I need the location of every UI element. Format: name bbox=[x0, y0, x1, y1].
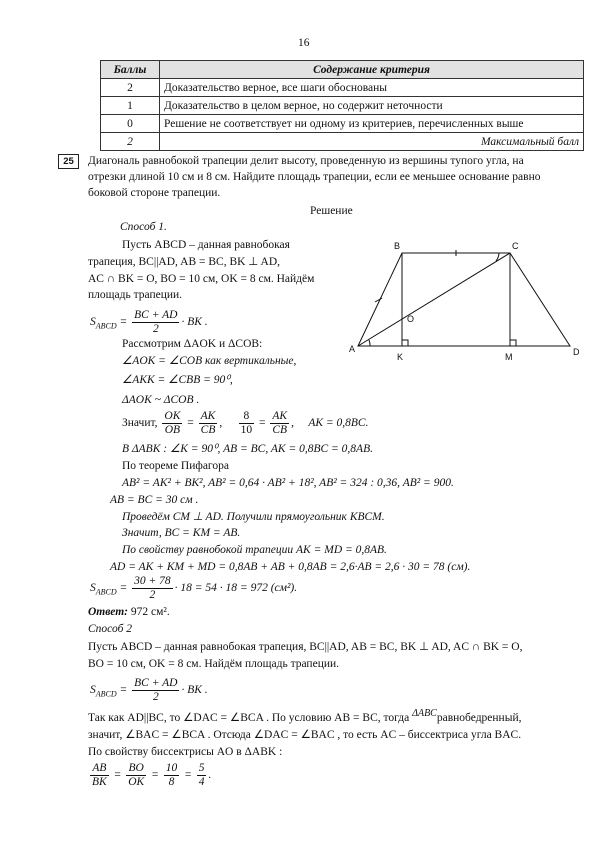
angle-line-2: ∠AKK = ∠CBB = 90⁰, bbox=[122, 374, 233, 386]
frac-den: CB bbox=[200, 423, 216, 436]
consider-line: Рассмотрим ΔAOK и ΔCOB: bbox=[122, 338, 263, 350]
criteria-cell: Доказательство в целом верное, но содержит неточности bbox=[160, 97, 584, 115]
area-lhs: S bbox=[90, 582, 96, 594]
label-b: B bbox=[393, 241, 400, 251]
frac-num: AB bbox=[90, 762, 109, 776]
method1-intro-line: площадь трапеции. bbox=[88, 289, 183, 301]
in-abk-line: В ΔABK : ∠K = 90⁰, AB = BC, AK = 0,8BC = 0,8AB. bbox=[122, 443, 373, 455]
line-a-end: равнобедренный, bbox=[436, 712, 522, 724]
table-row bbox=[101, 133, 584, 151]
method2-title: Способ 2 bbox=[88, 623, 132, 635]
problem-statement-line: Диагональ равнобокой трапеции делит высоту, проведенную из вершины тупого угла, на bbox=[88, 155, 524, 167]
ratio-frac-1 bbox=[162, 410, 182, 437]
max-score-cell: 2 bbox=[101, 133, 160, 151]
method1-intro-line: трапеция, BC||AD, AB = BC, BK ⊥ AD, bbox=[88, 256, 281, 268]
right-angle-m bbox=[510, 340, 516, 346]
pythagoras-equation: AB² = AK² + BK², AB² = 0,64 · AB² + 18², AB² = 324 : 0,36, AB² = 900. bbox=[122, 477, 454, 489]
problem-number: 25 bbox=[58, 154, 79, 169]
triangle-abc: ΔABC bbox=[412, 708, 437, 719]
score-cell: 2 bbox=[101, 79, 160, 97]
frac-num: 8 bbox=[239, 410, 255, 424]
area-formula: $S_{ABCD}$ = $\frac{BC + AD}{2}$ · BK . bbox=[90, 308, 208, 335]
area-lhs: S bbox=[90, 684, 96, 696]
frac-num: BO bbox=[126, 762, 146, 776]
frac-num: 5 bbox=[198, 761, 205, 774]
page-number: 16 bbox=[298, 37, 310, 49]
area-fraction bbox=[132, 309, 179, 336]
frac-den: OK bbox=[128, 775, 145, 788]
table-row bbox=[101, 97, 584, 115]
area-sub: ABCD bbox=[95, 321, 117, 331]
header-criteria: Содержание критерия bbox=[160, 61, 584, 79]
criteria-header-row bbox=[101, 61, 584, 79]
trapezoid-figure bbox=[340, 240, 585, 365]
final-area-formula: $S_{ABCD}$ = $\frac{30 + 78}{2}$ · 18 = 54 · 18 = 972 (см²). bbox=[90, 574, 298, 601]
similar-line: ΔAOK ~ ΔCOB . bbox=[122, 394, 200, 406]
area-sub: ABCD bbox=[95, 689, 117, 699]
frac-num: AK bbox=[272, 409, 288, 422]
ratio-frac-3 bbox=[239, 410, 255, 437]
area-num: BC + AD bbox=[134, 308, 178, 321]
score-cell: 1 bbox=[101, 97, 160, 115]
final-fraction bbox=[132, 575, 173, 602]
bisector-frac-4 bbox=[197, 762, 207, 789]
frac-num: BC + AD bbox=[134, 676, 178, 689]
area-tail: · BK . bbox=[181, 684, 208, 696]
frac-den: CB bbox=[272, 423, 288, 436]
area-lhs: S bbox=[90, 316, 96, 328]
line-a-text: Так как AD||BC, то ∠DAC = ∠BCA . По условию AB = BC, тогда bbox=[88, 712, 410, 724]
frac-num: AK bbox=[200, 409, 216, 422]
method1-title: Способ 1. bbox=[120, 221, 167, 233]
ratio-frac-2 bbox=[199, 410, 218, 437]
label-o: O bbox=[407, 314, 415, 324]
criteria-cell: Решение не соответствует ни одному из критериев, перечисленных выше bbox=[160, 115, 584, 133]
area-tail: · BK . bbox=[181, 316, 208, 328]
frac-den: 2 bbox=[152, 690, 159, 703]
area-fraction bbox=[132, 677, 179, 704]
label-k: K bbox=[397, 352, 404, 362]
ak-result: AK = 0,8BC. bbox=[308, 417, 369, 429]
method2-area-formula: $S_{ABCD}$ = $\frac{BC + AD}{2}$ · BK . bbox=[90, 676, 208, 703]
score-cell: 0 bbox=[101, 115, 160, 133]
frac-den: 10 bbox=[240, 423, 253, 436]
ab-bc-line: AB = BC = 30 см . bbox=[110, 494, 199, 506]
method2-line-a bbox=[88, 708, 522, 726]
problem-statement-line: отрезки длиной 10 см и 8 см. Найдите площадь трапеции, если ее меньшее основание равно bbox=[88, 171, 541, 183]
method2-intro-line: BO = 10 см, OK = 8 см. Найдём площадь трапеции. bbox=[88, 658, 340, 670]
frac-num: OK bbox=[164, 409, 181, 422]
pythagoras-line: По теореме Пифагора bbox=[122, 460, 229, 472]
diagonal-ac bbox=[358, 253, 510, 346]
area-den: 2 bbox=[152, 322, 159, 335]
criteria-cell: Доказательство верное, все шаги обоснованы bbox=[160, 79, 584, 97]
method2-line-b: значит, ∠BAC = ∠BCA . Отсюда ∠DAC = ∠BAC , то есть AC – биссектриса угла BAC. bbox=[88, 729, 522, 741]
table-row bbox=[101, 79, 584, 97]
method1-intro-line: Пусть ABCD – данная равнобокая bbox=[122, 239, 290, 251]
frac-den: 8 bbox=[168, 775, 175, 788]
angle-line-1: ∠AOK = ∠COB как вертикальные, bbox=[122, 355, 297, 367]
angle-arc-a bbox=[369, 340, 370, 346]
right-angle-k bbox=[402, 340, 408, 346]
ratio-frac-4 bbox=[270, 410, 289, 437]
answer-value: 972 см². bbox=[130, 606, 170, 618]
method2-intro-line: Пусть ABCD – данная равнобокая трапеция, BC||AD, AB = BC, BK ⊥ AD, AC ∩ BK = O, bbox=[88, 641, 523, 653]
ratio-line: Значит, $\frac{OK}{OB}$ = $\frac{AK}{CB}$ , $\frac{8}{10}$ = $\frac{AK}{CB}$ , AK = 0,8BC. bbox=[122, 409, 369, 436]
bisector-frac-1 bbox=[90, 762, 109, 789]
final-tail: · 18 = 54 · 18 = 972 (см²). bbox=[174, 582, 298, 594]
frac-den: 4 bbox=[198, 775, 205, 788]
answer-line bbox=[88, 605, 170, 620]
answer-label: Ответ: bbox=[88, 606, 128, 618]
bc-km-line: Значит, BC = KM = AB. bbox=[122, 527, 241, 539]
frac-den: 2 bbox=[149, 588, 156, 601]
frac-num: 30 + 78 bbox=[134, 574, 171, 587]
property-line: По свойству равнобокой трапеции AK = MD = 0,8AB. bbox=[122, 544, 387, 556]
trapezoid-outline bbox=[358, 253, 570, 346]
method1-intro-line: AC ∩ BK = O, BO = 10 см, OK = 8 см. Найдём bbox=[88, 273, 315, 285]
frac-den: BK bbox=[92, 775, 107, 788]
area-sub: ABCD bbox=[95, 587, 117, 597]
criteria-table bbox=[100, 60, 584, 151]
draw-cm-line: Проведём CM ⊥ AD. Получили прямоугольник KBCM. bbox=[122, 511, 385, 523]
hence-word: Значит, bbox=[122, 417, 158, 429]
solution-title: Решение bbox=[310, 205, 353, 217]
bisector-frac-2 bbox=[126, 762, 146, 789]
label-m: M bbox=[505, 352, 513, 362]
bisector-frac-3 bbox=[164, 762, 180, 789]
method2-line-c: По свойству биссектрисы AO в ΔABK : bbox=[88, 746, 283, 758]
tick-ab bbox=[375, 298, 382, 302]
max-score-label: Максимальный балл bbox=[160, 133, 584, 151]
problem-statement-line: боковой стороне трапеции. bbox=[88, 187, 221, 199]
frac-den: OB bbox=[164, 423, 181, 436]
label-c: C bbox=[512, 241, 519, 251]
ad-equation: AD = AK + KM + MD = 0,8AB + AB + 0,8AB = 2,6·AB = 2,6 · 30 = 78 (см). bbox=[110, 561, 471, 573]
frac-num: 10 bbox=[165, 761, 178, 774]
table-row bbox=[101, 115, 584, 133]
label-d: D bbox=[573, 347, 580, 357]
label-a: A bbox=[349, 344, 356, 354]
header-score: Баллы bbox=[101, 61, 160, 79]
bisector-ratio: $\frac{AB}{BK}$ = $\frac{BO}{OK}$ = $\frac{10}{8}$ = $\frac{5}{4}$ . bbox=[92, 761, 212, 788]
